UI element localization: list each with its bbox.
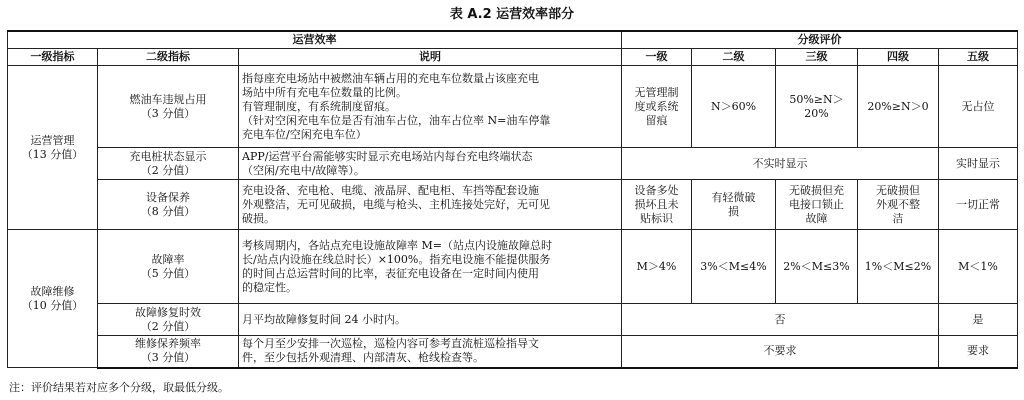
description-line: （空闲/充电中/故障等）。 — [242, 163, 365, 177]
grade3-cell — [776, 180, 858, 230]
grade4-cell — [858, 180, 939, 230]
grade2-cell: 3%＜M≤4% — [692, 230, 776, 304]
indicator-name: 故障率 — [151, 252, 185, 266]
description-line: 的时间占总运营时间的比率，表征充电设备在一定时间内使用 — [242, 266, 539, 280]
description-line: APP/运营平台需能够实时显示充电场站内每台充电终端状态 — [242, 149, 533, 163]
description-line: 场站中所有充电车位数量的比例。 — [242, 85, 407, 99]
table-row — [8, 230, 1018, 304]
grade-line: 无破损但 — [876, 183, 920, 197]
grade-line: 故障 — [805, 211, 828, 225]
col-header-grade5: 五级 — [939, 49, 1018, 66]
grade5-cell: M＜1% — [939, 230, 1018, 304]
indicator-name: 设备保养 — [146, 190, 190, 204]
efficiency-table — [7, 30, 1018, 369]
indicator-score: （3 分值） — [140, 106, 196, 120]
grade-line: 损 — [728, 204, 739, 218]
description-line: 长/站点内设施在线总时长）×100%。指充电设施不能提供服务 — [242, 252, 551, 266]
indicator-cell — [98, 230, 239, 304]
section-name-operations — [8, 66, 98, 230]
section-name-line: （13 分值） — [21, 147, 84, 161]
table-row — [8, 180, 1018, 230]
table-title: 表 A.2 运营效率部分 — [449, 7, 575, 22]
grade5-cell: 要求 — [939, 336, 1018, 368]
indicator-cell — [98, 148, 239, 180]
grade2-cell — [692, 180, 776, 230]
grade5-cell: 是 — [939, 304, 1018, 336]
description-cell — [239, 304, 622, 336]
grade2-cell: N＞60% — [692, 66, 776, 148]
col-header-grade2: 二级 — [692, 49, 776, 66]
group-header-operations: 运营效率 — [8, 31, 622, 49]
grade-line: 贴标识 — [640, 211, 673, 225]
table-row — [8, 148, 1018, 180]
indicator-score: （2 分值） — [140, 319, 196, 333]
grade5-cell: 一切正常 — [939, 180, 1018, 230]
indicator-cell — [98, 66, 239, 148]
indicator-score: （3 分值） — [140, 351, 196, 365]
grade4-cell: 1%＜M≤2% — [858, 230, 939, 304]
description-cell — [239, 180, 622, 230]
grade3-cell — [776, 66, 858, 148]
indicator-score: （8 分值） — [140, 204, 196, 218]
col-header-level1: 一级指标 — [8, 49, 98, 66]
description-line: 每个月至少安排一次巡检，巡检内容可参考直流桩巡检指导文 — [242, 337, 539, 351]
description-line: 指每座充电场站中被燃油车辆占用的充电车位数量占该座充电 — [242, 71, 539, 85]
description-line: 考核周期内，各站点充电设施故障率 M=（站点内设施故障总时 — [242, 238, 552, 252]
grade1-4-merged-cell: 不要求 — [622, 336, 939, 368]
indicator-cell — [98, 336, 239, 368]
grade-line: 无管理制 — [634, 85, 679, 99]
grade-line: 留痕 — [645, 113, 668, 127]
grade-line: 设备多处 — [634, 183, 679, 197]
description-line: 外观整洁，无可见破损，电缆与枪头、主机连接处完好，无可见 — [242, 197, 550, 211]
indicator-name: 充电桩状态显示 — [129, 149, 207, 163]
table-row — [8, 336, 1018, 368]
grade3-cell: 2%＜M≤3% — [776, 230, 858, 304]
indicator-name: 维修保养频率 — [135, 337, 201, 351]
grade1-4-merged-cell: 否 — [622, 304, 939, 336]
indicator-cell — [98, 304, 239, 336]
grade-line: 20% — [804, 106, 829, 120]
grade5-cell: 无占位 — [939, 66, 1018, 148]
grade-line: 50%≥N＞ — [789, 92, 844, 106]
col-header-grade3: 三级 — [776, 49, 858, 66]
section-name-line: 运营管理 — [30, 133, 75, 147]
col-header-level2: 二级指标 — [98, 49, 239, 66]
grade-line: 度或系统 — [634, 99, 679, 113]
description-line: 件，至少包括外观清理、内部清灰、枪线检查等。 — [242, 351, 484, 365]
description-line: 充电设备、充电枪、电缆、液晶屏、配电柜、车挡等配套设施 — [242, 183, 539, 197]
description-cell — [239, 148, 622, 180]
indicator-score: （5 分值） — [140, 266, 196, 280]
grade5-cell: 实时显示 — [939, 148, 1018, 180]
section-name-maintenance — [8, 230, 98, 368]
description-cell — [239, 230, 622, 304]
section-name-line: 故障维修 — [30, 284, 75, 298]
description-line: 有管理制度，有系统制度留痕。 — [242, 99, 396, 113]
table-note: 注：评价结果若对应多个分级，取最低分级。 — [9, 381, 229, 394]
table-row — [8, 304, 1018, 336]
description-line: 充电车位/空闲充电车位） — [242, 127, 367, 141]
col-header-grade1: 一级 — [622, 49, 692, 66]
description-line: 破损。 — [242, 211, 275, 225]
grade1-cell — [622, 66, 692, 148]
grade-line: 无破损但充 — [789, 183, 844, 197]
indicator-cell — [98, 180, 239, 230]
grade1-cell: M＞4% — [622, 230, 692, 304]
grade-line: 电接口锁止 — [789, 197, 844, 211]
indicator-score: （2 分值） — [140, 163, 196, 177]
indicator-name: 故障修复时效 — [135, 305, 201, 319]
section-name-line: （10 分值） — [21, 298, 84, 312]
group-header-grading: 分级评价 — [622, 31, 1018, 49]
indicator-name: 燃油车违规占用 — [129, 92, 207, 106]
grade-line: 损坏且未 — [634, 197, 679, 211]
description-line: 的稳定性。 — [242, 280, 297, 294]
grade-line: 外观不整 — [876, 197, 920, 211]
col-header-description: 说明 — [239, 49, 622, 66]
description-cell — [239, 66, 622, 148]
table-row — [8, 66, 1018, 148]
description-line: 月平均故障修复时间 24 小时内。 — [242, 312, 406, 326]
description-line: （针对空闲充电车位是否有油车占位，油车占位率 N=油车停靠 — [242, 113, 551, 127]
grade-line: 洁 — [892, 211, 904, 225]
grade1-4-merged-cell: 不实时显示 — [622, 148, 939, 180]
grade4-cell: 20%≥N＞0 — [858, 66, 939, 148]
grade-line: 有轻微破 — [711, 190, 756, 204]
col-header-grade4: 四级 — [858, 49, 939, 66]
grade1-cell — [622, 180, 692, 230]
description-cell — [239, 336, 622, 368]
